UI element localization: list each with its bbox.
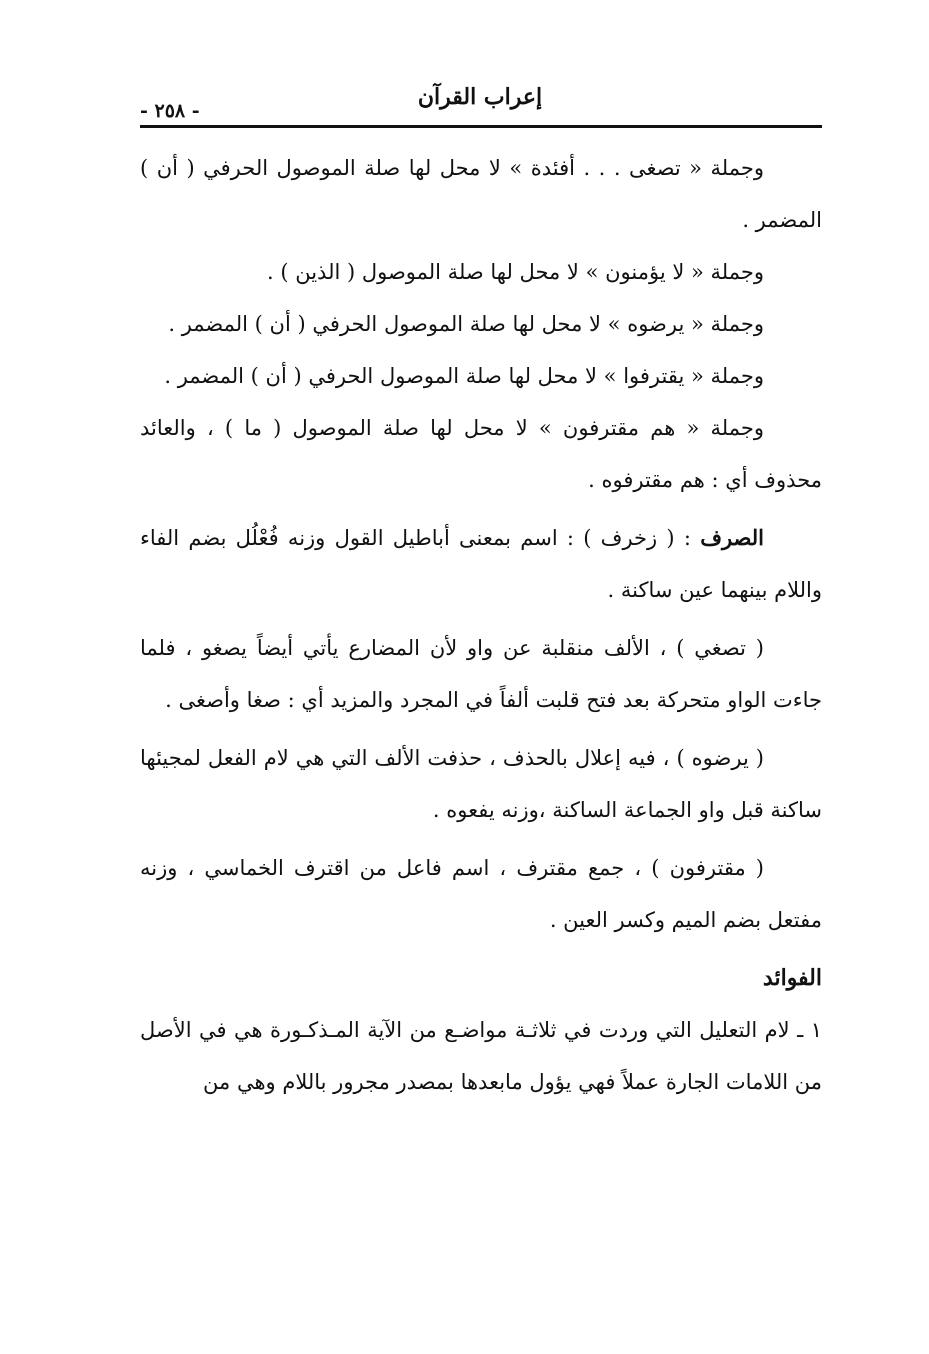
- page-number: - ٢٥٨ -: [140, 100, 200, 122]
- page-header: [140, 78, 820, 128]
- paragraph-7: ( تصغي ) ، الألف منقلبة عن واو لأن المضارع يأتي أيضاً يصغو ، فلما جاءت الواو متحركة بعد فتح قلبت ألفاً في المجرد والمزيد أي : صغا وأصغى .: [140, 636, 822, 712]
- paragraph-2: وجملة « لا يؤمنون » لا محل لها صلة الموصول ( الذين ) .: [267, 260, 764, 284]
- header-rule: [140, 125, 822, 128]
- paragraph-8: ( يرضوه ) ، فيه إعلال بالحذف ، حذفت الألف التي هي لام الفعل لمجيئها ساكنة قبل واو الجماعة الساكنة ،وزنه يفعوه .: [140, 746, 822, 822]
- section-heading: الفوائد: [762, 965, 822, 991]
- paragraph-9: ( مقترفون ) ، جمع مقترف ، اسم فاعل من اقترف الخماسي ، وزنه مفتعل بضم الميم وكسر العين .: [140, 856, 822, 932]
- paragraph-4: وجملة « يقترفوا » لا محل لها صلة الموصول الحرفي ( أن ) المضمر .: [164, 364, 764, 388]
- paragraph-3: وجملة « يرضوه » لا محل لها صلة الموصول الحرفي ( أن ) المضمر .: [168, 312, 764, 336]
- paragraph-1: وجملة « تصغى . . . أفئدة » لا محل لها صلة الموصول الحرفي ( أن ) المضمر .: [140, 156, 822, 232]
- page-body: [140, 142, 822, 1108]
- running-title: إعراب القرآن: [417, 84, 543, 110]
- sarf-label: الصرف: [700, 525, 764, 550]
- sarf-text: : ( زخرف ) : اسم بمعنى أباطيل القول وزنه فُعْلُل بضم الفاء واللام بينهما عين ساكنة .: [140, 526, 822, 602]
- paragraph-5: وجملة « هم مقترفون » لا محل لها صلة الموصول ( ما ) ، والعائد محذوف أي : هم مقترفوه .: [140, 416, 822, 492]
- paragraph-sarf: [140, 512, 822, 616]
- section-paragraph-1: ١ ـ لام التعليل التي وردت في ثلاثـة مواضـع من الآية المـذكـورة هي في الأصل من اللامات الجارة عملاً فهي يؤول مابعدها بمصدر مجرور باللام وهي من: [140, 1018, 822, 1094]
